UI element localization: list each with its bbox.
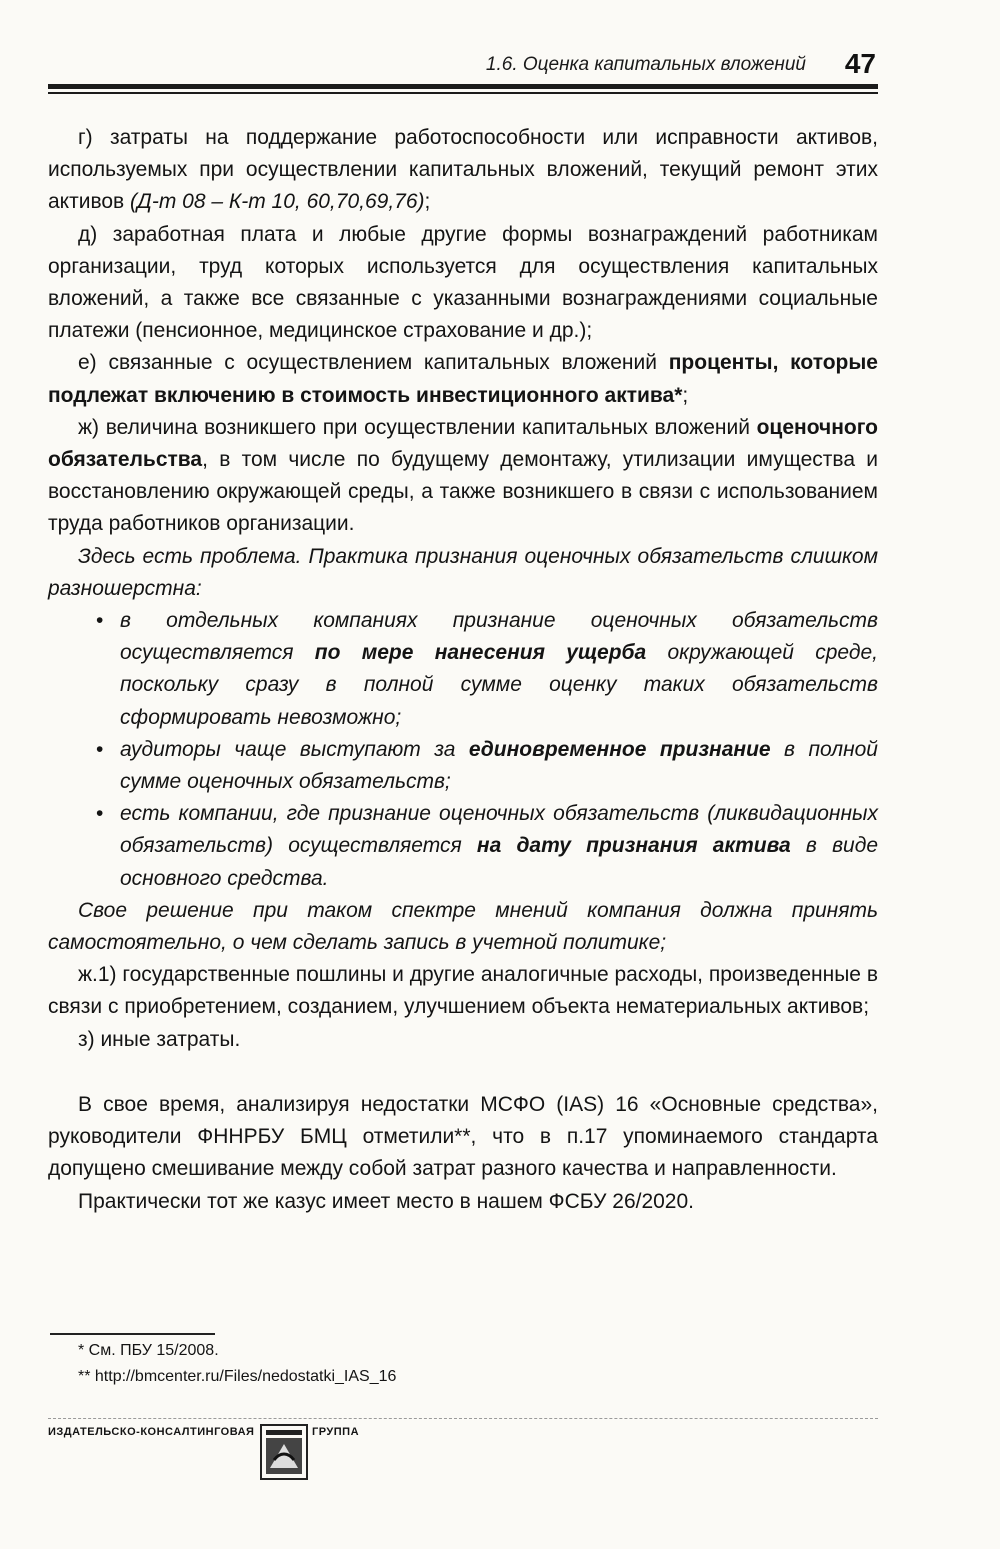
footnote-1: * См. ПБУ 15/2008. bbox=[78, 1342, 219, 1359]
publisher-name-right: ГРУППА bbox=[312, 1426, 360, 1438]
paragraph-item-zh: ж) величина возникшего при осуществлении капитальных вложений оценочного обязательства, в том числе по будущему демонтажу, утилизации имущества и восстановлению окружающей среды, а также возникшего в связи с использованием труда работников организации. bbox=[48, 415, 878, 536]
bullet-icon: • bbox=[96, 609, 104, 633]
running-head bbox=[48, 50, 878, 82]
paragraph-item-d: д) заработная плата и любые другие формы вознаграждений работникам организации, труд которых используется для осуществления капитальных вложений, а также все связанные с указанными вознаграждениями социальные платежи (пенсионное, медицинское страхование и др.); bbox=[48, 222, 878, 343]
list-item: • есть компании, где признание оценочных обязательств (ликвидационных обязательств) осуществляется на дату признания актива в виде основного средства. bbox=[48, 798, 878, 895]
page-footer bbox=[48, 1418, 878, 1488]
account-reference: (Д-т 08 – К-т 10, 60,70,69,76) bbox=[130, 190, 425, 214]
page-number: 47 bbox=[844, 48, 876, 79]
bold-emphasis: по мере нанесения ущерба bbox=[314, 641, 647, 665]
bullet-icon: • bbox=[96, 737, 104, 761]
list-item: • в отдельных компаниях признание оценочных обязательств осуществляется по мере нанесения ущерба окружающей среде, поскольку сразу в полной сумме оценку таких обязательств сформировать невозможно; bbox=[48, 605, 878, 734]
bullet-list bbox=[48, 605, 878, 895]
spacer bbox=[48, 1056, 878, 1089]
bold-emphasis: оценочного обязательства bbox=[48, 415, 878, 472]
footnote-2: ** http://bmcenter.ru/Files/nedostatki_IAS_16 bbox=[78, 1368, 397, 1385]
publisher-logo-icon bbox=[260, 1424, 308, 1480]
footer-divider bbox=[48, 1418, 878, 1419]
book-page bbox=[48, 0, 878, 1549]
publisher-name-left: ИЗДАТЕЛЬСКО-КОНСАЛТИНГОВАЯ bbox=[48, 1426, 255, 1438]
paragraph-ias: В свое время, анализируя недостатки МСФО (IAS) 16 «Основные средства», руководители ФННРБУ БМЦ отметили**, что в п.17 упоминаемого стандарта допущено смешивание между собой затрат разного качества и направленности. bbox=[48, 1092, 878, 1181]
paragraph-decision: Свое решение при таком спектре мнений компания должна принять самостоятельно, о чем сделать запись в учетной политике; bbox=[48, 898, 878, 955]
body-text bbox=[48, 122, 878, 1218]
running-title: 1.6. Оценка капитальных вложений bbox=[485, 54, 806, 75]
paragraph-item-e: е) связанные с осуществлением капитальных вложений проценты, которые подлежат включению в стоимость инвестиционного актива*; bbox=[48, 351, 878, 407]
paragraph-problem-intro: Здесь есть проблема. Практика признания оценочных обязательств слишком разношерстна: bbox=[48, 544, 878, 600]
bold-emphasis: проценты, которые подлежат включению в стоимость инвестиционного актива* bbox=[48, 351, 878, 407]
paragraph-fsbu: Практически тот же казус имеет место в нашем ФСБУ 26/2020. bbox=[78, 1189, 695, 1213]
header-rule-thick bbox=[48, 84, 878, 89]
footnotes bbox=[78, 1338, 778, 1390]
footnote-rule bbox=[50, 1333, 215, 1335]
list-item: • аудиторы чаще выступают за единовременное признание в полной сумме оценочных обязательств; bbox=[48, 734, 878, 798]
paragraph-item-zh1: ж.1) государственные пошлины и другие аналогичные расходы, произведенные в связи с приобретением, созданием, улучшением объекта нематериальных активов; bbox=[48, 963, 878, 1019]
paragraph-item-g: г) затраты на поддержание работоспособности или исправности активов, используемых при осуществлении капитальных вложений, текущий ремонт этих активов (Д-т 08 – К-т 10, 60,70,69,76); bbox=[48, 126, 878, 214]
header-rule-thin bbox=[48, 92, 878, 94]
bold-emphasis: единовременное признание bbox=[468, 737, 771, 761]
paragraph-item-z: з) иные затраты. bbox=[78, 1027, 241, 1051]
bold-emphasis: на дату признания актива bbox=[476, 834, 791, 858]
bullet-icon: • bbox=[96, 802, 104, 826]
